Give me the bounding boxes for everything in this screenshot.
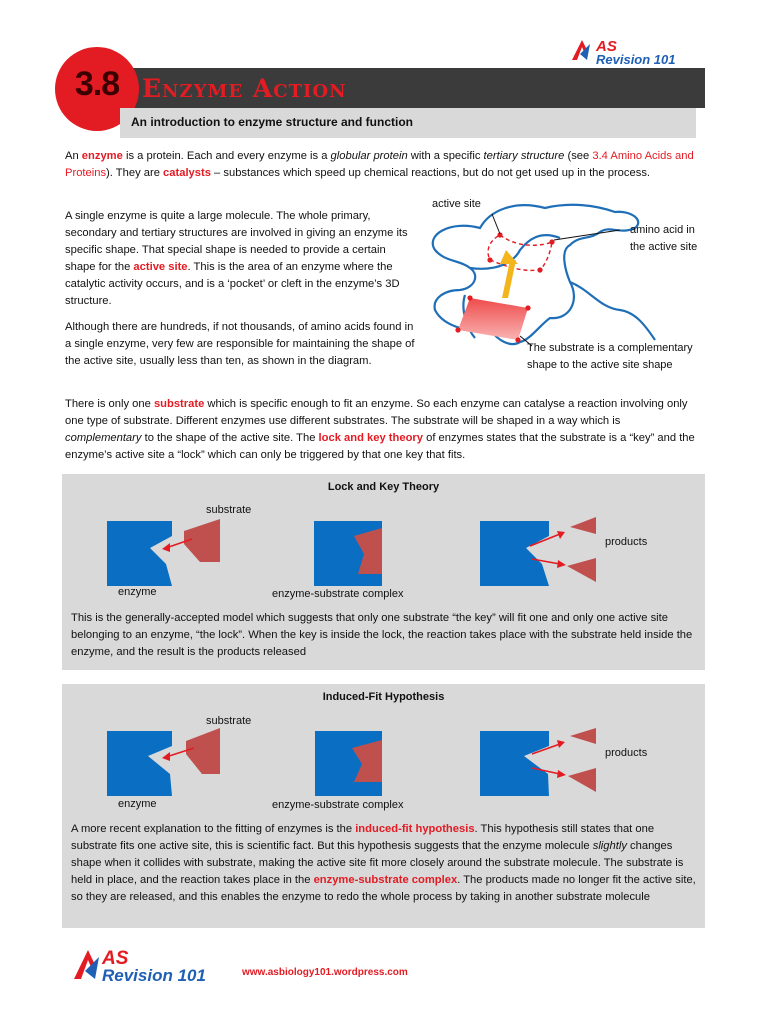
logo-revision-text: Revision 101 bbox=[596, 52, 676, 66]
text: of enzymes states that the substrate is a “key” and the enzyme’s active site a “lock” which can only be triggered by that one key that fits. bbox=[65, 432, 695, 461]
arrow-head bbox=[557, 740, 565, 748]
keyword-active-site: active site bbox=[133, 261, 188, 273]
label-substrate: substrate bbox=[206, 504, 252, 516]
term-tertiary-structure: tertiary structure bbox=[483, 150, 565, 162]
label-products: products bbox=[605, 536, 648, 548]
page-subtitle: An introduction to enzyme structure and function bbox=[131, 115, 413, 129]
term-slightly: slightly bbox=[592, 840, 627, 852]
label-substrate-1: The substrate is a complementary bbox=[527, 342, 693, 354]
pointer-active-site bbox=[492, 214, 500, 234]
amino-acid-paragraph: Although there are hundreds, if not thousands, of amino acids found in a single enzyme, very few are responsible for maintaining the shape of the active site, usually less than ten, as shown in the diagram. bbox=[65, 321, 415, 367]
arrow-head bbox=[162, 752, 170, 761]
footer-logo-revision: Revision 101 bbox=[102, 966, 206, 985]
term-complementary: complementary bbox=[65, 432, 142, 444]
as-revision-logo bbox=[570, 36, 700, 66]
term-globular-protein: globular protein bbox=[330, 150, 408, 162]
label-amino-acid-2: the active site bbox=[630, 241, 698, 253]
logo-as-text: AS bbox=[596, 38, 617, 55]
text: . This is the area of an enzyme where the catalytic activity occurs, and is a ‘pocket’ or cleft in the enzyme’s 3D structure. bbox=[65, 261, 400, 307]
footer-logo-as: AS bbox=[102, 948, 129, 969]
panel-title-lock-key: Lock and Key Theory bbox=[327, 481, 440, 493]
footer-logo bbox=[72, 945, 242, 985]
label-amino-acid-1: amino acid in bbox=[630, 224, 695, 236]
page-title: Enzyme Action bbox=[142, 74, 347, 103]
label-products: products bbox=[605, 747, 648, 759]
text: ). They are bbox=[106, 167, 164, 179]
label-active-site: active site bbox=[432, 198, 481, 210]
amino-acid-dot bbox=[549, 239, 554, 244]
text: to the shape of the active site. The bbox=[141, 432, 319, 444]
text: . This hypothesis still states that one substrate fits one active site, this is scientific fact. But this hypothesis suggests that the enzyme molecule bbox=[71, 823, 655, 852]
amino-acid-dot bbox=[487, 257, 492, 262]
keyword-catalysts: catalysts bbox=[163, 167, 211, 179]
induced-fit-panel bbox=[62, 684, 705, 928]
text: An bbox=[65, 150, 82, 162]
keyword-substrate: substrate bbox=[153, 398, 205, 410]
label-enzyme: enzyme bbox=[118, 586, 157, 598]
specificity-paragraph bbox=[65, 396, 695, 464]
lock-key-description: This is the generally-accepted model which suggests that only one substrate “the key” will fit one and only one active site belonging to an enzyme, “the lock”. When the key is inside the lock, the reaction takes place with the substrate held inside the enzyme, and the result is the products released bbox=[71, 612, 693, 658]
substrate-dot bbox=[515, 337, 520, 342]
amino-acid-dot bbox=[537, 267, 542, 272]
text: A more recent explanation to the fitting of enzymes is the bbox=[71, 823, 356, 835]
text: (see bbox=[564, 150, 593, 162]
substrate-dot bbox=[525, 305, 530, 310]
keyword-enzyme-substrate-complex: enzyme-substrate complex bbox=[313, 874, 458, 886]
enzyme-shape bbox=[480, 731, 549, 796]
substrate-shape bbox=[186, 728, 220, 774]
product-shape bbox=[568, 768, 596, 792]
substrate-shape bbox=[458, 298, 528, 340]
text: . The products made no longer fit the active site, so they are released, and this enables the enzyme to redo the whole process by taking in another substrate molecule bbox=[71, 874, 696, 903]
structure-paragraph bbox=[65, 208, 415, 310]
substrate-dot bbox=[467, 295, 472, 300]
label-complex: enzyme-substrate complex bbox=[272, 799, 404, 811]
product-shape bbox=[567, 558, 596, 582]
substrate-dot bbox=[455, 327, 460, 332]
enzyme-shape bbox=[480, 521, 549, 586]
section-number: 3.8 bbox=[74, 65, 120, 103]
label-substrate-2: shape to the active site shape bbox=[527, 359, 673, 371]
keyword-enzyme: enzyme bbox=[81, 150, 123, 162]
keyword-lock-and-key: lock and key theory bbox=[318, 432, 423, 444]
product-shape bbox=[570, 517, 596, 534]
product-shape bbox=[570, 728, 596, 744]
induced-fit-description bbox=[71, 821, 699, 906]
active-site-diagram bbox=[420, 190, 720, 380]
enzyme-shape bbox=[107, 731, 172, 796]
text: – substances which speed up chemical reactions, but do not get used up in the process. bbox=[210, 167, 651, 179]
text: changes shape when it collides with substrate, making the active site fit more closely around the substrate molecule. The substrate is held in place, and the reaction takes place in the bbox=[71, 840, 684, 886]
arrow-head bbox=[162, 543, 170, 552]
arrow-head bbox=[557, 560, 566, 568]
text: A single enzyme is quite a large molecule. The whole primary, secondary and tertiary structures are involved in giving an enzyme its specific shape. That special shape is needed to provide a certain shape for the bbox=[65, 210, 408, 273]
text: There is only one bbox=[65, 398, 154, 410]
text: which is specific enough to fit an enzyme. So each enzyme can catalyse a reaction involving only one type of substrate. Different enzymes use different substrates. The substrate will be shaped in a way which is bbox=[65, 398, 688, 427]
arrow-head bbox=[557, 770, 566, 778]
lock-and-key-panel bbox=[62, 474, 705, 670]
label-substrate: substrate bbox=[206, 715, 252, 727]
label-complex: enzyme-substrate complex bbox=[272, 588, 404, 600]
panel-title-induced-fit: Induced-Fit Hypothesis bbox=[322, 691, 445, 703]
pointer-amino-acid bbox=[554, 230, 620, 240]
intro-paragraph bbox=[65, 148, 695, 182]
link-amino-acids[interactable]: 3.4 Amino Acids and Proteins bbox=[65, 150, 694, 179]
enzyme-shape bbox=[107, 521, 172, 586]
text: with a specific bbox=[407, 150, 484, 162]
label-enzyme: enzyme bbox=[118, 798, 157, 810]
keyword-induced-fit: induced-fit hypothesis bbox=[355, 823, 475, 835]
text: is a protein. Each and every enzyme is a bbox=[122, 150, 331, 162]
lock-key-diagram bbox=[62, 514, 705, 588]
footer-url[interactable]: www.asbiology101.wordpress.com bbox=[242, 967, 408, 978]
